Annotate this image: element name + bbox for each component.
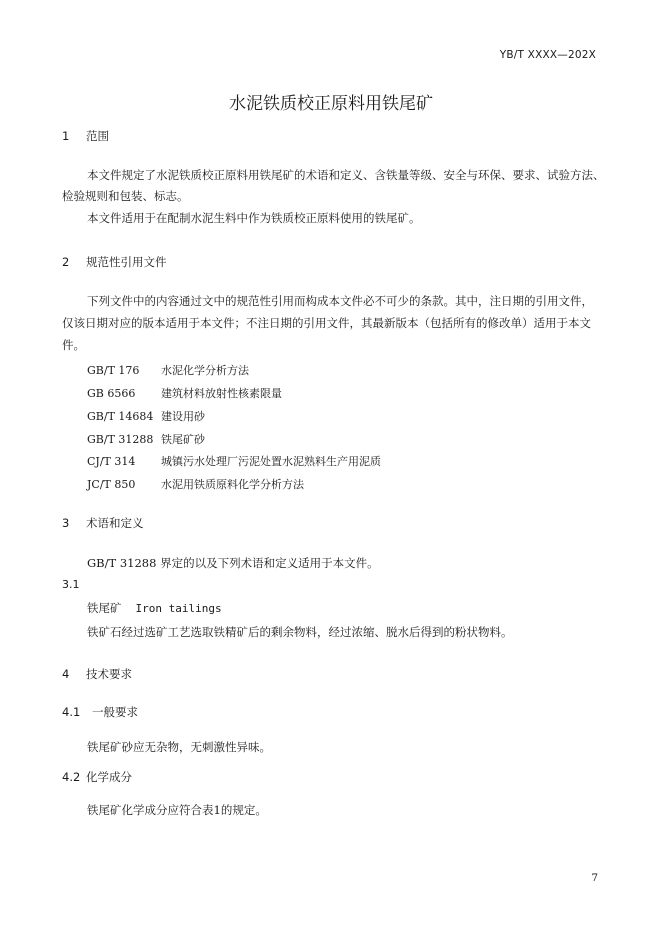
section-1-paragraph-2: 本文件适用于在配制水泥生料中作为铁质校正原料使用的铁尾矿。 — [87, 211, 421, 225]
section-2-number: 2 — [62, 255, 70, 269]
document-title: 水泥铁质校正原料用铁尾矿 — [229, 94, 433, 114]
section-1-title: 范围 — [86, 129, 109, 143]
section-2-paragraph-line-2: 仅该日期对应的版本适用于本文件；不注日期的引用文件，其最新版本（包括所有的修改单）适用于本文 — [62, 316, 591, 330]
reference-code: CJ/T 314 — [87, 455, 136, 468]
section-4-2-title: 化学成分 — [86, 770, 132, 784]
section-3-title: 术语和定义 — [86, 516, 144, 530]
reference-item — [87, 453, 381, 469]
section-1-number: 1 — [62, 129, 70, 143]
reference-code: GB 6566 — [87, 387, 136, 400]
reference-item — [87, 362, 249, 378]
section-2-paragraph-line-3: 件。 — [62, 338, 85, 352]
section-3-number: 3 — [62, 516, 70, 530]
section-1-heading — [62, 128, 109, 144]
reference-code: GB/T 14684 — [87, 410, 154, 423]
term-chinese: 铁尾矿 — [87, 601, 122, 615]
section-2-title: 规范性引用文件 — [86, 255, 167, 269]
reference-name: 水泥用铁质原料化学分析方法 — [161, 478, 304, 491]
term-english: Iron tailings — [135, 602, 222, 615]
section-2-heading — [62, 254, 167, 270]
section-4-2-heading — [62, 769, 132, 785]
reference-name: 建筑材料放射性核素限量 — [161, 387, 282, 400]
page-number: 7 — [591, 872, 598, 884]
section-1-paragraph-1-line-2: 检验规则和包装、标志。 — [62, 189, 189, 203]
reference-name: 水泥化学分析方法 — [161, 364, 249, 377]
section-2-paragraph-line-1: 下列文件中的内容通过文中的规范性引用而构成本文件必不可少的条款。其中，注日期的引用文件， — [87, 294, 593, 308]
section-3-paragraph: GB/T 31288 界定的以及下列术语和定义适用于本文件。 — [87, 556, 379, 570]
reference-item — [87, 408, 205, 424]
section-4-2-number: 4.2 — [62, 770, 81, 784]
section-4-1-text: 铁尾矿砂应无杂物，无刺激性异味。 — [87, 740, 271, 754]
section-4-title: 技术要求 — [86, 667, 132, 681]
section-3-heading — [62, 515, 144, 531]
document-code: YB/T XXXX—202X — [499, 49, 596, 61]
reference-name: 城镇污水处理厂污泥处置水泥熟料生产用泥质 — [161, 455, 381, 468]
reference-code: JC/T 850 — [87, 478, 136, 491]
section-4-1-title: 一般要求 — [92, 705, 138, 719]
reference-code: GB/T 176 — [87, 364, 140, 377]
section-4-heading — [62, 666, 132, 682]
section-4-1-heading — [62, 704, 138, 720]
reference-name: 建设用砂 — [161, 410, 205, 423]
term-entry — [87, 600, 222, 616]
reference-item — [87, 476, 304, 492]
section-4-1-number: 4.1 — [62, 705, 81, 719]
section-1-paragraph-1-line-1: 本文件规定了水泥铁质校正原料用铁尾矿的术语和定义、含铁量等级、安全与环保、要求、试验方法、 — [87, 168, 605, 182]
reference-code: GB/T 31288 — [87, 433, 154, 446]
term-definition: 铁矿石经过选矿工艺选取铁精矿后的剩余物料，经过浓缩、脱水后得到的粉状物料。 — [87, 625, 513, 639]
reference-item — [87, 385, 282, 401]
reference-name: 铁尾矿砂 — [161, 433, 205, 446]
reference-item — [87, 431, 205, 447]
section-4-number: 4 — [62, 667, 70, 681]
section-4-2-text: 铁尾矿化学成分应符合表1的规定。 — [87, 803, 267, 817]
subclause-3-1-number: 3.1 — [62, 578, 80, 591]
